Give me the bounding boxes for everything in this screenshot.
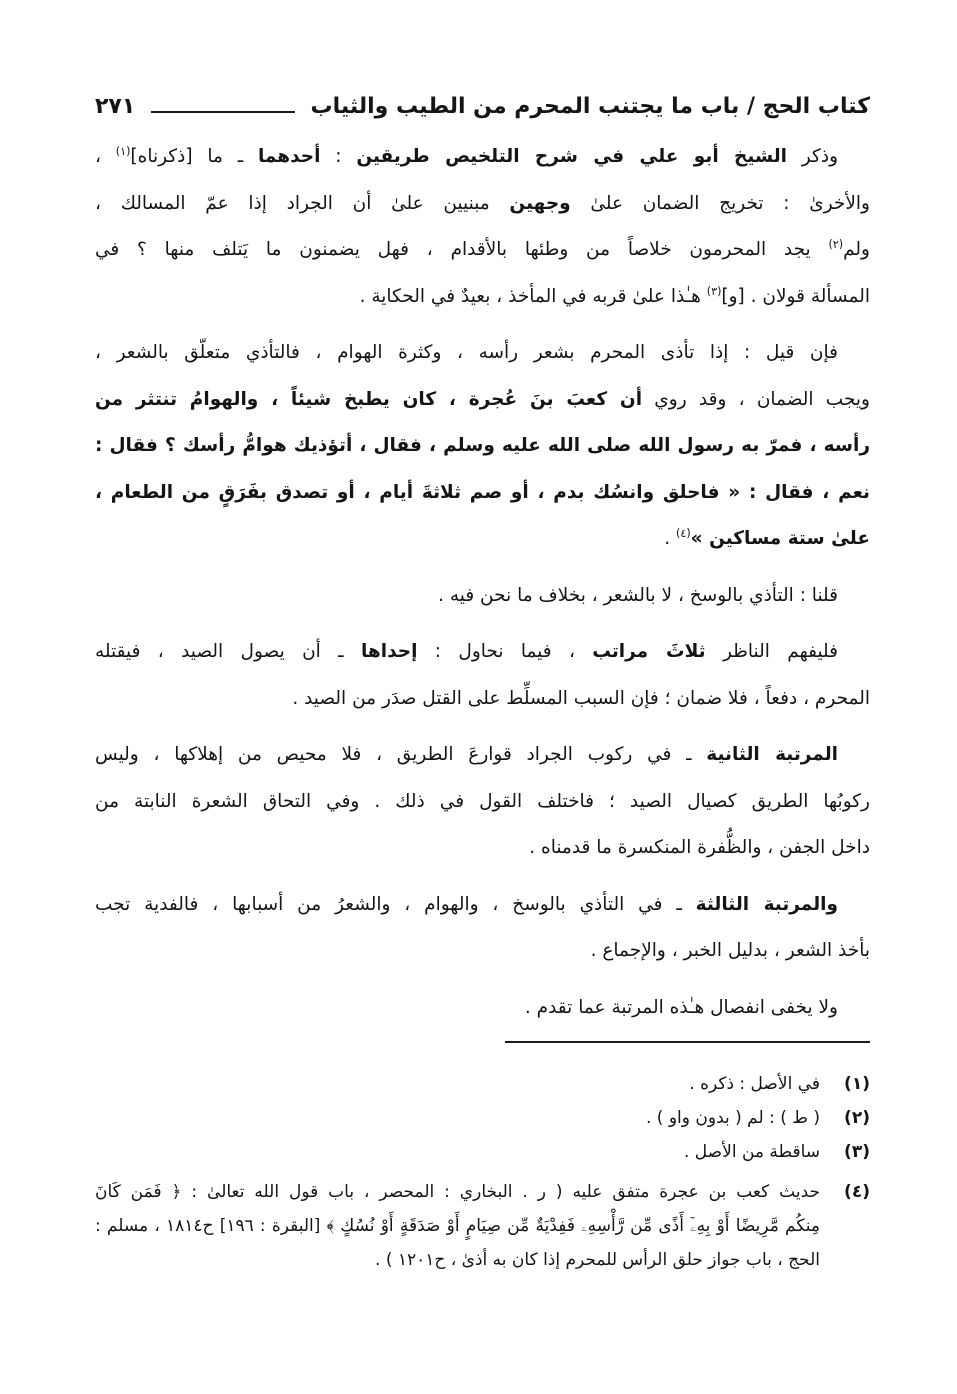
text-run: : bbox=[320, 146, 357, 167]
text-line bbox=[95, 516, 870, 563]
text-line bbox=[95, 882, 870, 929]
text-run: فليفهم الناظر bbox=[705, 641, 839, 662]
main-text bbox=[95, 134, 870, 1031]
paragraph bbox=[95, 330, 870, 563]
running-header bbox=[95, 88, 870, 126]
paragraph bbox=[95, 985, 870, 1032]
paragraph bbox=[95, 629, 870, 722]
text-run: المحرم ، دفعاً ، فلا ضمان ؛ فإن السبب المسلِّط على القتل صدَر من الصيد . bbox=[292, 687, 870, 709]
text-run: . bbox=[664, 528, 677, 549]
text-line bbox=[95, 274, 870, 321]
text-line bbox=[95, 573, 870, 620]
text-run: ـ أن يصول الصيد ، فيقتله bbox=[95, 641, 361, 662]
text-run: ، فيما نحاول : bbox=[417, 641, 593, 662]
text-line bbox=[95, 377, 870, 424]
bold-text-run: إحداها bbox=[360, 641, 418, 662]
text-run: ولا يخفى انفصال هـٰذه المرتبة عما تقدم . bbox=[524, 996, 838, 1018]
text-line bbox=[95, 629, 870, 676]
text-run: ، bbox=[95, 146, 116, 167]
bold-text-run: أن كعبَ بنَ عُجرة ، كان يطبخ شيئاً ، والهوامُ تنتثر من bbox=[95, 388, 643, 410]
footnote bbox=[95, 1175, 870, 1277]
text-run: ويجب الضمان ، وقد روي bbox=[642, 388, 870, 410]
text-line bbox=[95, 227, 870, 274]
footnote-separator bbox=[505, 1041, 870, 1043]
text-run: قلنا : التأذي بالوسخ ، لا بالشعر ، بخلاف ما نحن فيه . bbox=[438, 584, 838, 606]
footnote-line: مِنكُم مَّرِيضًا أَوْ بِهِۦٓ أَذًى مِّن رَّأْسِهِۦ فَفِدْيَةٌ مِّن صِيَامٍ أَوْ صَدَقَةٍ أَوْ نُسُكٍ ﴾ [البقرة : ١٩٦] ح١٨١٤ ، مسلم : bbox=[95, 1216, 820, 1236]
footnote-reference: (٢) bbox=[828, 237, 844, 251]
footnotes bbox=[95, 1067, 870, 1277]
text-run: المسألة قولان . [و] bbox=[721, 285, 870, 307]
footnote-text bbox=[95, 1101, 820, 1135]
footnote bbox=[95, 1067, 870, 1101]
text-line bbox=[95, 825, 870, 872]
footnote-reference: (٣) bbox=[706, 284, 722, 298]
bold-text-run: أحدهما bbox=[257, 146, 321, 167]
paragraph bbox=[95, 134, 870, 320]
bold-text-run: والمرتبة الثالثة bbox=[695, 893, 838, 915]
text-run: هـٰذا علىٰ قربه في المأخذ ، بعيدٌ في الحكاية . bbox=[359, 285, 707, 307]
footnote bbox=[95, 1135, 870, 1169]
text-run: فإن قيل : إذا تأذى المحرم بشعر رأسه ، وكثرة الهوام ، فالتأذي متعلّق بالشعر ، bbox=[95, 342, 838, 363]
text-line bbox=[95, 181, 870, 228]
bold-text-run: ثلاثَ مراتب bbox=[592, 641, 706, 662]
text-line bbox=[95, 330, 870, 377]
text-line bbox=[95, 423, 870, 470]
paragraph bbox=[95, 882, 870, 975]
footnote-line: في الأصل : ذكره . bbox=[689, 1074, 820, 1094]
text-run: والأخرىٰ : تخريج الضمان علىٰ bbox=[570, 192, 870, 214]
text-line bbox=[95, 985, 870, 1032]
text-line bbox=[95, 470, 870, 517]
text-run: مبنيين علىٰ أن الجراد إذا عمّ المسالك ، bbox=[95, 192, 510, 214]
paragraph bbox=[95, 573, 870, 620]
footnote-text bbox=[95, 1175, 820, 1277]
text-run: ـ ما [ذكرناه] bbox=[130, 146, 258, 167]
header-title: كتاب الحج / باب ما يجتنب المحرم من الطيب والثياب bbox=[310, 94, 870, 119]
text-run: ولم bbox=[843, 239, 870, 260]
text-run: داخل الجفن ، والظُّفرة المنكسرة ما قدمناه . bbox=[529, 837, 870, 858]
bold-text-run: نعم ، فقال : « فاحلق وانسُك بدم ، أو صم ثلاثةَ أيام ، أو تصدق بفَرَقٍ من الطعام ، bbox=[95, 481, 870, 503]
text-run: ـ في التأذي بالوسخ ، والهوام ، والشعرُ من أسبابها ، فالفدية تجب bbox=[95, 893, 696, 915]
paragraph bbox=[95, 732, 870, 872]
footnote-line: الحج ، باب جواز حلق الرأس للمحرم إذا كان به أذىٰ ، ح١٢٠١ ) . bbox=[375, 1250, 820, 1270]
footnote-line: ( ط ) : لم ( بدون واو ) . bbox=[645, 1108, 820, 1128]
bold-text-run: علىٰ ستة مساكين » bbox=[690, 528, 870, 549]
text-line bbox=[95, 676, 870, 723]
footnote-text bbox=[95, 1135, 820, 1169]
footnote bbox=[95, 1101, 870, 1135]
footnote-reference: (١) bbox=[115, 144, 131, 158]
header-rule bbox=[151, 111, 294, 113]
page-number: ٢٧١ bbox=[95, 94, 136, 119]
text-run: يجد المحرمون خلاصاً من وطئها بالأقدام ، فهل يضمنون ما يَتلف منها ؟ في bbox=[95, 239, 829, 260]
text-run: ـ في ركوب الجراد قوارعَ الطريق ، فلا محيص من إهلاكها ، وليس bbox=[95, 744, 707, 765]
footnote-number: (٢) bbox=[844, 1108, 870, 1128]
text-line bbox=[95, 928, 870, 975]
footnote-line: ساقطة من الأصل . bbox=[684, 1142, 820, 1162]
footnote-reference: (٤) bbox=[676, 526, 691, 540]
footnote-text bbox=[95, 1067, 820, 1101]
footnote-number: (٤) bbox=[844, 1182, 870, 1202]
text-line bbox=[95, 134, 870, 181]
text-line bbox=[95, 779, 870, 826]
text-run: وذكر bbox=[787, 146, 838, 167]
bold-text-run: المرتبة الثانية bbox=[706, 744, 838, 765]
footnote-line: حديث كعب بن عجرة متفق عليه ( ر . البخاري : المحصر ، باب قول الله تعالىٰ : ﴿ فَمَن كَانَ bbox=[95, 1182, 820, 1202]
bold-text-run: وجهين bbox=[509, 192, 571, 214]
bold-text-run: رأسه ، فمرّ به رسول الله صلى الله عليه وسلم ، فقال ، أتؤذيك هوامُّ رأسك ؟ فقال : bbox=[95, 435, 870, 456]
footnote-number: (١) bbox=[844, 1074, 870, 1094]
text-run: ركوبُها الطريق كصيال الصيد ؛ فاختلف القول في ذلك . وفي التحاق الشعرة النابتة من bbox=[95, 790, 870, 812]
bold-text-run: الشيخ أبو علي في شرح التلخيص طريقين bbox=[356, 146, 788, 167]
text-run: بأخذ الشعر ، بدليل الخبر ، والإجماع . bbox=[590, 940, 870, 961]
text-line bbox=[95, 732, 870, 779]
footnote-number: (٣) bbox=[844, 1142, 870, 1162]
